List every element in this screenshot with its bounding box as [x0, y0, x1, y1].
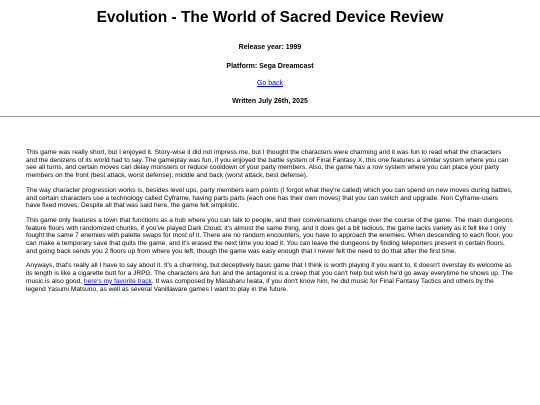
written-date: Written July 26th, 2025 [232, 98, 308, 105]
paragraph-3: This game only features a town that functions as a hub where you can talk to people, and their conversations change over the course of the game. The main dungeons feature floors with randomized chunks, if you've played Dark Cloud, it's almost the same thing, and it does get a bit tedious, the game lacks variety as it felt like I only fought the same 7 enemies with palette swaps for most of it. There are no random encounters, you have to approach the enemies. When descending to each floor, you can make a temporary save that quits the game, and it's erased the next time you load it. You can leave the dungeons by finding teleporters present in certain floors, and going back sends you 2 floors up from where you left, though the game was easy enough that I never felt the need to do that after the first time. [26, 216, 513, 255]
paragraph-2: The way character progression works is, besides level ups, party members earn points (I forgot what they're called) which you can spend on new moves during battles, and certain characters use a technology called Cyframe, having parts parts (each one has their own moves) that you can switch and upgrade. Non Cyframe-users have fixed moves. Despite all that was said here, the game felt simplistic. [26, 186, 513, 210]
go-back-link[interactable]: Go back [256, 80, 284, 87]
page-title: Evolution - The World of Sacred Device Review [96, 9, 444, 26]
release-year: Release year: 1999 [238, 44, 302, 51]
platform: Platform: Sega Dreamcast [226, 63, 314, 70]
paragraph-4 [26, 262, 514, 293]
paragraph-4-text-end: . It was composed by Masaharu Iwata, if you don't know him, he did music for Final Fantasy Tactics and others by the legend Yasumi Matsuno, as well as several Vanillaware games I want to play in the future. [26, 277, 494, 293]
paragraph-1: This game was really short, but I enjoyed it. Story-wise it did not impress me, but I thought the characters were charming and it was fun to read what the characters and the denizens of its world had to say. The gameplay was fun, if you enjoyed the battle system of Final Fantasy X, this one features a similar system where you can see all turns, and certain moves can delay monsters or reduce cooldown of your party members. Also, the game has a row system where you can place your party members on the front (best attack, worst defense), middle and back (worst attack, best defense). [26, 149, 509, 180]
favorite-track-link[interactable]: here's my favorite track [83, 277, 152, 285]
review-body [0, 149, 540, 293]
review-header [0, 0, 540, 106]
paragraph-4-text-start: Anyways, that's really all I have to say about it. It's a charming, but deceptively basic game that I think is worth playing if you want to, it doesn't overstay its welcome as its length is like a cigarette butt for a JRPG. The characters are fun and the antagonist is a creep that you can't help but wish he'd go away everytime he shows up. The music is also good, [26, 262, 513, 285]
header-divider [0, 116, 540, 117]
